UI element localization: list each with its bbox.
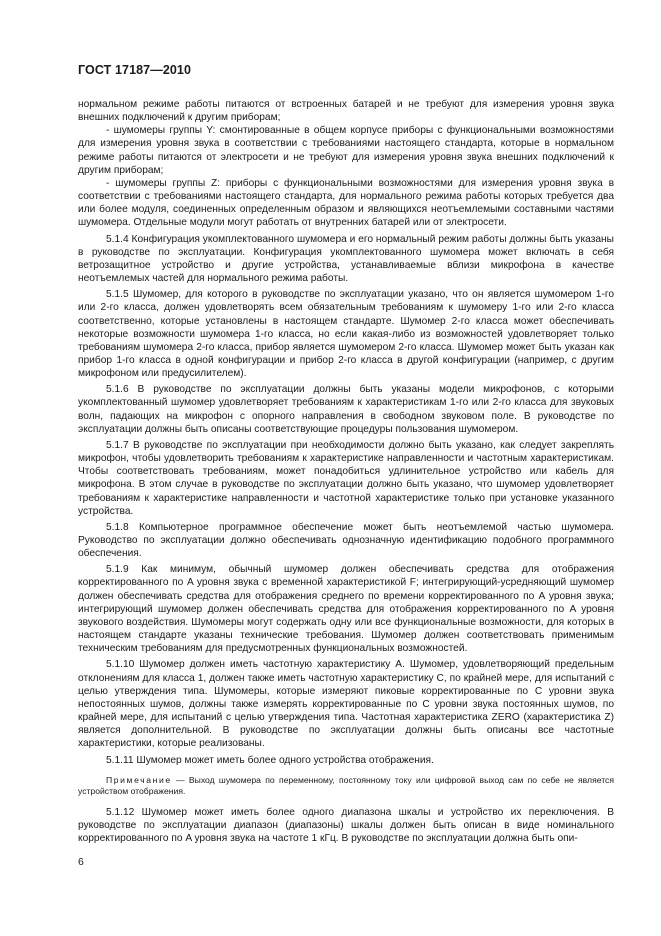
paragraph-group-y: - шумомеры группы Y: смонтированные в общем корпусе приборы с функциональными возможностями для измерения уровня звука в соответствии с требованиями настоящего стандарта, которые в нормальном режиме работы питаются от электросети и не требуют для измерения уровня звука внешних подключений к другим приборам;	[78, 125, 614, 176]
paragraph-group-z: - шумомеры группы Z: приборы с функциональными возможностями для измерения уровня звука в соответствии с требованиями настоящего стандарта, для нормального режима работы которых требуется два или более модуля, соединенных определенным образом и являющихся неотъемлемыми составными частями шумомера. Отдельные модули могут работать от внутренних батарей или от электросети.	[78, 177, 614, 229]
paragraph-5-1-6: 5.1.6 В руководстве по эксплуатации должны быть указаны модели микрофонов, с которыми укомплектованный шумомер удовлетворяет требованиям к характеристикам 1-го или 2-го класса для звуковых волн, падающих на микрофон с опорного направления в свободном звуковом поле. В руководстве по эксплуатации должны быть описаны соответствующие процедуры пользования шумомером.	[78, 384, 614, 435]
paragraph-5-1-11: 5.1.11 Шумомер может иметь более одного устройства отображения.	[106, 754, 434, 766]
paragraph-continuation: нормальном режиме работы питаются от встроенных батарей и не требуют для измерения уровня звука внешних подключений к другим приборам;	[78, 99, 614, 124]
paragraph-5-1-12: 5.1.12 Шумомер может иметь более одного диапазона шкалы и устройство их переключения. В руководстве по эксплуатации диапазон (диапазоны) шкалы должен быть описан в виде номинального корректированного по A уровня звука на частоте 1 кГц. В руководстве по эксплуатации должна быть опи-	[78, 806, 614, 845]
page-number: 6	[78, 856, 84, 868]
note	[78, 775, 614, 798]
paragraph-5-1-7: 5.1.7 В руководстве по эксплуатации при необходимости должно быть указано, как следует закреплять микрофон, чтобы удовлетворить требованиям к характеристике направленности и частотным характеристикам. Чтобы соответствовать требованиям, может понадобиться удлинительное устройство или кабель для микрофона. В этом случае в руководстве по эксплуатации должно быть указано, что шумомер удовлетворяет требованиям к характеристике направленности и частотной характеристике только при установке указанного устройства.	[78, 439, 614, 517]
note-text: — Выход шумомера по переменному, постоянному току или цифровой выход сам по себе не является устройством отображения.	[78, 774, 615, 797]
paragraph-5-1-8: 5.1.8 Компьютерное программное обеспечение может быть неотъемлемой частью шумомера. Руководство по эксплуатации должно обеспечивать однозначную идентификацию подобного программного обеспечения.	[78, 521, 614, 560]
paragraph-5-1-10: 5.1.10 Шумомер должен иметь частотную характеристику A. Шумомер, удовлетворяющий предельным отклонениям для класса 1, должен также иметь частотную характеристику C, по крайней мере, для испытаний с целью утверждения типа. Шумомеры, которые измеряют пиковые корректированные по C уровни звука непостоянных шумов, должны также измерять корректированные по C уровни звука постоянных шумов, по крайней мере, для испытаний с целью утверждения типа. Частотная характеристика ZERO (характеристика Z) является дополнительной. В руководстве по эксплуатации должны быть описаны все частотные характеристики, которые реализованы.	[78, 659, 614, 750]
paragraph-5-1-4: 5.1.4 Конфигурация укомплектованного шумомера и его нормальный режим работы должны быть указаны в руководстве по эксплуатации. Конфигурация укомплектованного шумомера может включать в себя ветрозащитное устройство и другие устройства, устанавливаемые вблизи микрофона в качестве неотъемлемых частей для нормального режима работы.	[78, 233, 614, 285]
paragraph-5-1-5: 5.1.5 Шумомер, для которого в руководстве по эксплуатации указано, что он является шумомером 1-го или 2-го класса, должен удовлетворять всем обязательным требованиям к шумомеру 1-го или 2-го класса соответственно, которые установлены в настоящем стандарте. Шумомер 2-го класса может обеспечивать некоторые возможности шумомера 1-го класса, но если какая-либо из возможностей удовлетворяет только требованиям шумомера 2-го класса, прибор является шумомером 2-го класса. Шумомер может быть указан как прибор 1-го класса в одной конфигурации и прибор 2-го класса в другой конфигурации (например, с другим микрофоном или предусилителем).	[78, 289, 614, 380]
note-label: Примечание	[106, 774, 172, 785]
document-body	[78, 98, 614, 845]
paragraph-5-1-9: 5.1.9 Как минимум, обычный шумомер должен обеспечивать средства для отображения корректированного по A уровня звука с временной характеристикой F; интегрирующий-усредняющий шумомер должен обеспечивать средства для отображения среднего по времени корректированного по A уровня звука; интегрирующий шумомер должен обеспечивать средства для отображения корректированного по A уровня звукового воздействия. Шумомеры могут содержать одну или все функциональные возможности, для которых в настоящем стандарте указаны технические требования. Шумомер должен соответствовать применимым техническим требованиям для предусмотренных функциональных возможностей.	[78, 564, 614, 655]
document-header: ГОСТ 17187—2010	[78, 63, 192, 77]
